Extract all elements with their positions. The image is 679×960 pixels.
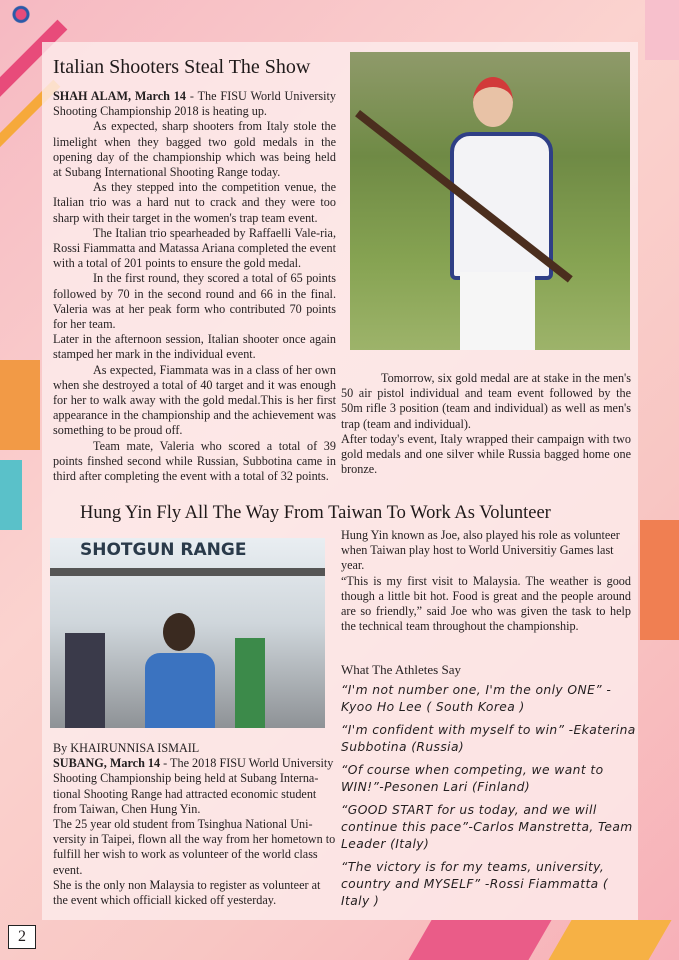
paragraph: Hung Yin known as Joe, also played his role as volunteer when Taiwan play host to World Universitiy Games last year. — [341, 528, 620, 573]
photo-banner: SHOTGUN RANGE — [80, 540, 247, 560]
background-stripe — [0, 360, 40, 450]
quote: “Of course when competing, we want to WIN!”-Pesonen Lari (Finland) — [341, 763, 604, 794]
quote: “GOOD START for us today, and we will continue this pace”-Carlos Manstretta, Team Leader (Italy) — [341, 803, 633, 851]
shooter-figure — [445, 77, 545, 350]
article-title: Italian Shooters Steal The Show — [53, 56, 311, 78]
page-number: 2 — [8, 925, 36, 949]
dateline: SUBANG, March 14 — [53, 756, 161, 771]
paragraph: Later in the afternoon session, Italian shooter once again stamped her mark in the individual event. — [53, 332, 336, 362]
quote: “The victory is for my teams, university, country and MYSELF” -Rossi Fiammatta ( Italy ) — [341, 860, 609, 908]
paragraph: As expected, Fiammata was in a class of her own when she destroyed a total of 40 target and it was enough for her to walk away with the gold medal.This is her first appearance in the championship and the achievement was something to be proud off. — [53, 362, 336, 438]
athletes-say-heading: What The Athletes Say — [341, 662, 461, 677]
volunteer-photo — [50, 538, 325, 728]
background-stripe — [0, 460, 22, 530]
article-body-right — [341, 371, 631, 477]
background-stripe — [640, 520, 679, 640]
paragraph: As they stepped into the competition venue, the Italian trio was a hard nut to crack and they were too sharp with their target in the women's trap team event. — [53, 180, 336, 225]
paragraph: After today's event, Italy wrapped their campaign with two gold medals and one silver while Russia bagged home one bronze. — [341, 431, 631, 477]
paragraph: The 25 year old student from Tsinghua National Uni-versity in Taipei, flown all the way from her hometown to fulfill her wish to work as volunteer of the world class event. — [53, 817, 336, 877]
article2-body-right — [341, 528, 631, 634]
lead-paragraph: SHAH ALAM, March 14 - The FISU World University Shooting Championship 2018 is heating up. — [53, 89, 337, 119]
paragraph: The Italian trio spearheaded by Raffaelli Vale-ria, Rossi Fiammatta and Matassa Ariana completed the event with a total of 201 points to ensure the gold medal. — [53, 225, 336, 271]
paragraph: Team mate, Valeria who scored a total of 39 points finshed second while Russian, Subbotina came in third after completing the event with a total of 32 points. — [53, 438, 336, 484]
background-stripe — [645, 0, 679, 60]
article-title: Hung Yin Fly All The Way From Taiwan To Work As Volunteer — [80, 503, 551, 523]
dateline: SHAH ALAM, March 14 — [53, 89, 186, 103]
background-stripe — [408, 920, 551, 960]
logo — [4, 4, 38, 30]
byline: By KHAIRUNNISA ISMAIL — [53, 741, 200, 755]
paragraph: As expected, sharp shooters from Italy stole the limelight when they bagged two gold medals in the opening day of the championship which was being held at Subang International Shooting Range today. — [53, 119, 336, 180]
lead-paragraph: SUBANG, March 14 - The 2018 FISU World University Shooting Championship being held at Subang Interna-tional Shooting Range had attracted economic student from Taiwan, Chen Hung Yin. — [53, 756, 334, 816]
athletes-quotes — [341, 682, 636, 916]
shooter-photo — [350, 52, 630, 350]
volunteer-figure — [145, 613, 215, 728]
paragraph: Tomorrow, six gold medal are at stake in the men's 50 air pistol individual and team event followed by the 50m rifle 3 position (team and individual) as well as men's trap (team and individual). — [341, 371, 631, 431]
quote: “I'm not number one, I'm the only ONE” -Kyoo Ho Lee ( South Korea ) — [341, 683, 612, 714]
article-body-left — [53, 89, 336, 484]
paragraph: In the first round, they scored a total of 65 points followed by 70 in the second round and 66 in the final. Valeria was at her peak form who contributed 70 points for her team. — [53, 271, 336, 332]
paragraph: “This is my first visit to Malaysia. The weather is good though a little bit hot. Food is great and the people around are so friendly,” said Joe who was given the task to help the technical team throughout the championship. — [341, 573, 631, 634]
background-stripe — [548, 920, 671, 960]
quote: “I'm confident with myself to win” -Ekaterina Subbotina (Russia) — [341, 723, 636, 754]
paragraph: She is the only non Malaysia to register as volunteer at the event which officiall kicked off yesterday. — [53, 877, 321, 908]
article2-body-left — [53, 741, 336, 908]
